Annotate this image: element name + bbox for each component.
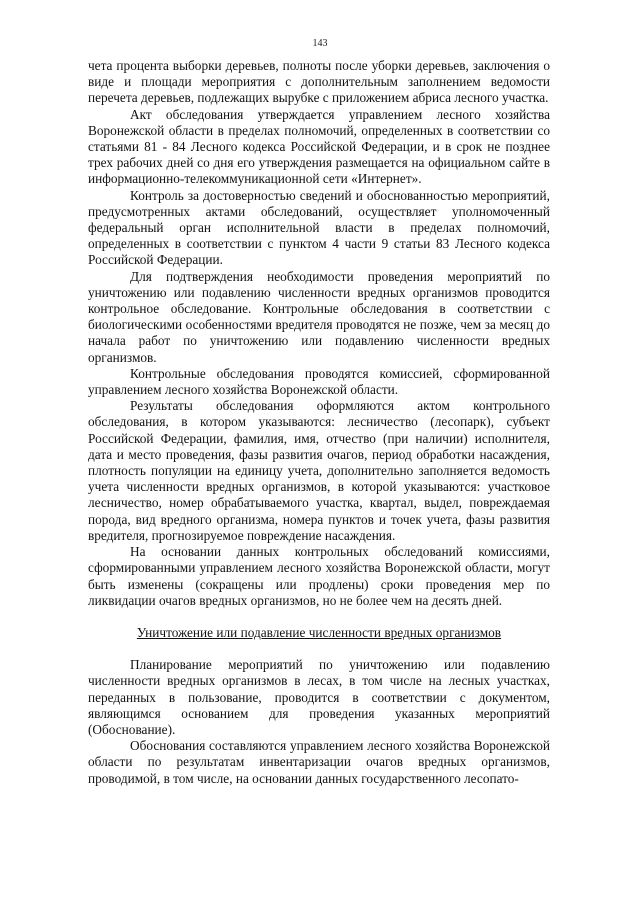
paragraph: На основании данных контрольных обследований комиссиями, сформированными управлением лесного хозяйства Воронежской области, могут быть изменены (сокращены или продлены) сроки проведения мер по ликвидации очагов вредных организмов, но не более чем на десять дней. (88, 544, 550, 608)
paragraph: Результаты обследования оформляются актом контрольного обследования, в котором указываются: лесничество (лесопарк), субъект Российской Федерации, фамилия, имя, отчество (при наличии) исполнителя, дата и место проведения, фазы развития очагов, период обработки насаждения, плотность популяции на единицу учета, дополнительно заполняется ведомость учета численности вредных организмов, в которой указываются: участковое лесничество, номер обрабатываемого участка, квартал, выдел, повреждаемая порода, вид вредного организма, номера пунктов и точек учета, фазы развития вредителя, прогнозируемое повреждение насаждения. (88, 398, 550, 543)
document-body (88, 58, 550, 787)
paragraph: чета процента выборки деревьев, полноты после уборки деревьев, заключения о виде и площади мероприятия с дополнительным заполнением ведомости перечета деревьев, подлежащих вырубке с приложением абриса лесного участка. (88, 58, 550, 106)
paragraph: Контроль за достоверностью сведений и обоснованностью мероприятий, предусмотренных актами обследований, осуществляет уполномоченный федеральный орган исполнительной власти в пределах полномочий, определенных в соответствии с пунктом 4 части 9 статьи 83 Лесного кодекса Российской Федерации. (88, 187, 550, 268)
section-heading-text: Уничтожение или подавление численности вредных организмов (136, 624, 502, 640)
section-heading (88, 625, 550, 641)
paragraph: Акт обследования утверждается управлением лесного хозяйства Воронежской области в пределах полномочий, определенных в соответствии со статьями 81 - 84 Лесного кодекса Российской Федерации, и в срок не позднее трех рабочих дней со дня его утверждения размещается на официальном сайте в информационно-телекоммуникационной сети «Интернет». (88, 106, 550, 187)
paragraph: Для подтверждения необходимости проведения мероприятий по уничтожению или подавлению численности вредных организмов проводится контрольное обследование. Контрольные обследования в соответствии с биологическими особенностями вредителя проводятся не позже, чем за месяц до начала работ по уничтожению или подавлению численности вредных организмов. (88, 268, 550, 365)
paragraph: Планирование мероприятий по уничтожению или подавлению численности вредных организмов в лесах, в том числе на лесных участках, переданных в пользование, проводится в соответствии с документом, являющимся основанием для проведения указанных мероприятий (Обоснование). (88, 657, 550, 737)
page-number: 143 (312, 38, 328, 49)
paragraph: Контрольные обследования проводятся комиссией, сформированной управлением лесного хозяйства Воронежской области. (88, 365, 550, 398)
paragraph: Обоснования составляются управлением лесного хозяйства Воронежской области по результатам инвентаризации очагов вредных организмов, проводимой, в том числе, на основании данных государственного лесопато- (88, 738, 550, 786)
